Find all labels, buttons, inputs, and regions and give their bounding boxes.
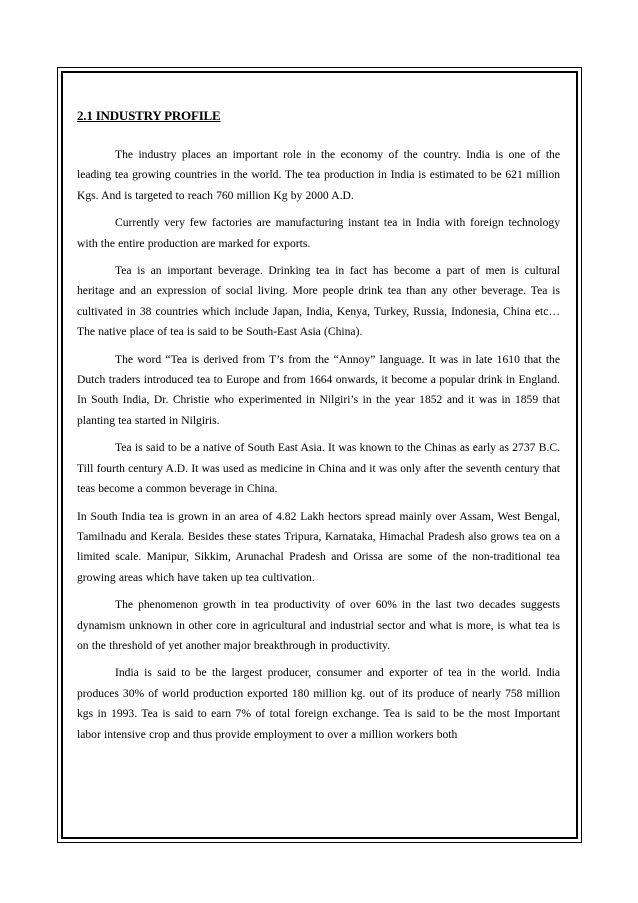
- paragraph-6: In South India tea is grown in an area of 4.82 Lakh hectors spread mainly over Assam, West Bengal, Tamilnadu and Kerala. Besides these states Tripura, Karnataka, Himachal Pradesh also grows tea on a limited scale. Manipur, Sikkim, Arunachal Pradesh and Orissa are some of the non-traditional tea growing areas which have taken up tea cultivation.: [77, 509, 560, 584]
- paragraph-8: India is said to be the largest producer, consumer and exporter of tea in the world. India produces 30% of world production exported 180 million kg. out of its produce of nearly 758 million kgs in 1993. Tea is said to earn 7% of total foreign exchange. Tea is said to be the most Important labor intensive crop and thus provide employment to over a million workers both: [77, 666, 560, 741]
- document-body: [77, 108, 560, 836]
- paragraph-3: Tea is an important beverage. Drinking tea in fact has become a part of men is cultural heritage and an expression of social living. More people drink tea than any other beverage. Tea is cultivated in 38 countries which include Japan, India, Kenya, Turkey, Russia, Indonesia, China etc… The native place of tea is said to be South-East Asia (China).: [77, 264, 560, 339]
- paragraph-4: The word “Tea is derived from T’s from the “Annoy” language. It was in late 1610 that the Dutch traders introduced tea to Europe and from 1664 onwards, it become a popular drink in England. In South India, Dr. Christie who experimented in Nilgiri’s in the year 1852 and it was in 1859 that planting tea started in Nilgiris.: [77, 352, 560, 427]
- paragraph-1: The industry places an important role in the economy of the country. India is one of the leading tea growing countries in the world. The tea production in India is estimated to be 621 million Kgs. And is targeted to reach 760 million Kg by 2000 A.D.: [77, 148, 560, 202]
- paragraph-7: The phenomenon growth in tea productivity of over 60% in the last two decades suggests dynamism unknown in other core in agricultural and industrial sector and what is more, is what tea is on the threshold of yet another major breakthrough in productivity.: [77, 598, 560, 652]
- paragraph-2: Currently very few factories are manufacturing instant tea in India with foreign technology with the entire production are marked for exports.: [77, 216, 560, 250]
- paragraph-5: Tea is said to be a native of South East Asia. It was known to the Chinas as early as 2737 B.C. Till fourth century A.D. It was used as medicine in China and it was only after the seventh century that teas become a common beverage in China.: [77, 441, 560, 496]
- section-heading: 2.1 INDUSTRY PROFILE: [77, 108, 221, 123]
